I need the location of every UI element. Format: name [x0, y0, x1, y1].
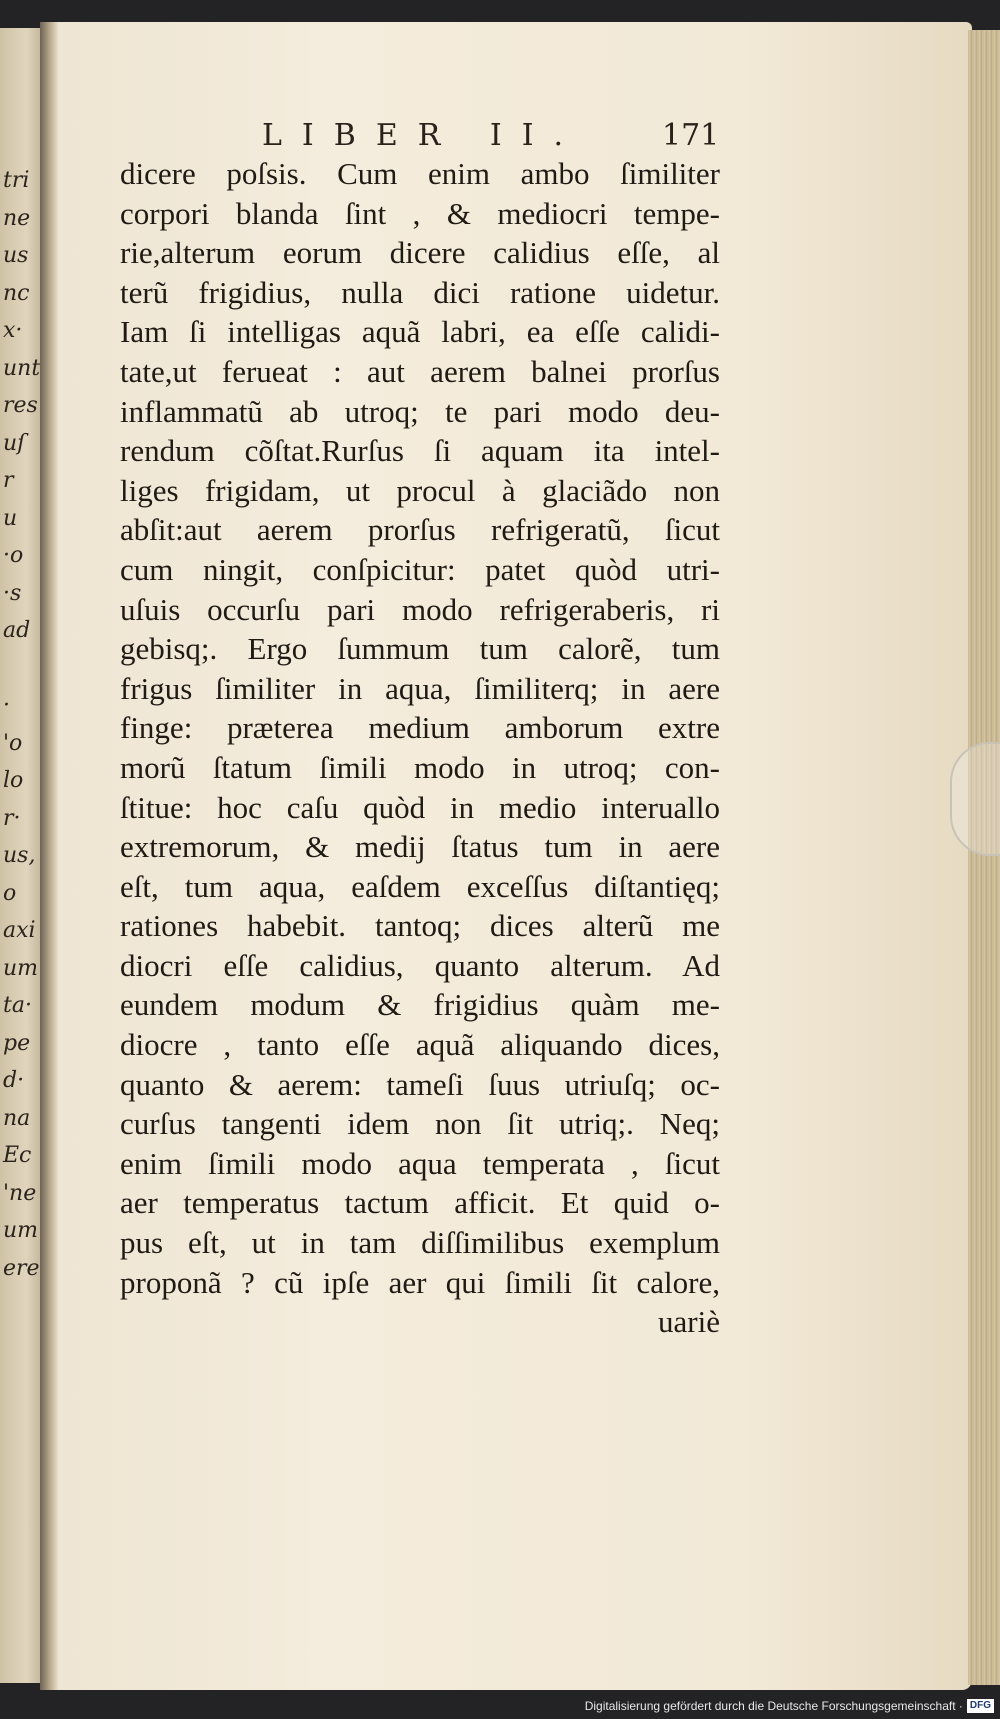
text-line: diocri eſſe calidius, quanto alterum. Ad	[120, 947, 720, 983]
text-line: eſt, tum aqua, eaſdem exceſſus diſtantięq;	[120, 868, 720, 904]
text-line: corpori blanda ſint , & mediocri tempe-	[120, 195, 720, 231]
previous-page-fragment: lo	[3, 768, 24, 793]
previous-page-fragment: um	[3, 1218, 39, 1243]
text-line: quanto & aerem: tameſi ſuus utriuſq; oc-	[120, 1066, 720, 1102]
text-line: diocre , tanto eſſe aquã aliquando dices,	[120, 1027, 720, 1063]
previous-page-fragment: 'o	[3, 730, 23, 756]
text-line: liges frigidam, ut procul à glaciãdo non	[120, 472, 720, 508]
previous-page-fragment: r·	[3, 805, 21, 831]
text-line: proponã ? cũ ipſe aer qui ſimili ſit calore,	[120, 1264, 720, 1300]
dfg-logo: DFG	[967, 1699, 994, 1713]
text-line: inflammatũ ab utroq; te pari modo deu-	[120, 393, 720, 429]
running-head: LIBER II.	[262, 118, 584, 153]
text-line: tate,ut ferueat : aut aerem balnei prorſus	[120, 353, 720, 389]
previous-page-fragment: o	[3, 880, 17, 906]
text-line: eundem modum & frigidius quàm me-	[120, 987, 720, 1023]
previous-page-fragment: unt	[3, 355, 41, 381]
previous-page-fragment: um	[3, 955, 39, 981]
text-line: uſuis occurſu pari modo refrigeraberis, ri	[120, 591, 720, 627]
previous-page-fragment: na	[3, 1105, 31, 1131]
funding-credit: Digitalisierung gefördert durch die Deutsche Forschungsgemeinschaft ·	[584, 1699, 963, 1713]
text-line: rationes habebit. tantoq; dices alterũ me	[120, 908, 720, 944]
text-line: terũ frigidius, nulla dici ratione uidetur.	[120, 274, 720, 310]
previous-page-fragment: r	[3, 468, 14, 493]
previous-page-fragment: pe	[3, 1030, 31, 1056]
previous-page-fragment: ta·	[3, 993, 32, 1018]
digitization-footer	[585, 1697, 994, 1715]
previous-page-fragment: ere	[3, 1255, 40, 1281]
previous-page-fragment: Ec	[3, 1143, 32, 1168]
previous-page-fragment: 'ne	[3, 1180, 37, 1206]
previous-page-fragment: tri	[3, 168, 30, 193]
catchword: uariè	[658, 1304, 720, 1340]
text-line: dicere poſsis. Cum enim ambo ſimiliter	[120, 156, 720, 191]
previous-page-fragment: axi	[3, 918, 36, 943]
text-line: morũ ſtatum ſimili modo in utroq; con-	[120, 749, 720, 785]
previous-page-fragment: nc	[3, 280, 30, 306]
body-text	[120, 154, 720, 1342]
text-line: curſus tangenti idem non ſit utriq;. Neq;	[120, 1106, 720, 1142]
previous-page-fragment: ·o	[3, 543, 24, 568]
text-line: abſit:aut aerem prorſus refrigeratũ, ſicut	[120, 512, 720, 548]
text-line: pus eſt, ut in tam diſſimilibus exemplum	[120, 1225, 720, 1261]
text-line: enim ſimili modo aqua temperata , ſicut	[120, 1145, 720, 1181]
text-line: rie,alterum eorum dicere calidius eſſe, al	[120, 235, 720, 271]
previous-page-fragment: us,	[3, 843, 36, 868]
page-number: 171	[662, 118, 720, 153]
text-line: rendum cõſtat.Rurſus ſi aquam ita intel-	[120, 433, 720, 469]
previous-page-fragment: ·s	[3, 580, 22, 606]
text-line: Iam ſi intelligas aquã labri, ea eſſe calidi-	[120, 314, 720, 350]
book-fore-edge	[968, 30, 1000, 1685]
previous-page-fragment: ·	[3, 693, 10, 718]
page-gutter	[40, 22, 58, 1690]
previous-page-fragment: res	[3, 393, 38, 418]
text-line: cum ningit, conſpicitur: patet quòd utri-	[120, 551, 720, 587]
previous-page-fragment: u	[3, 505, 18, 531]
text-line: finge: præterea medium amborum extre	[120, 710, 720, 746]
previous-page-fragment: us	[3, 243, 29, 268]
previous-page-fragment: ad	[3, 618, 31, 643]
previous-page-fragment: x·	[3, 318, 23, 343]
previous-page-fragment: d·	[3, 1068, 25, 1093]
text-line: gebisq;. Ergo ſummum tum calorẽ, tum	[120, 631, 720, 667]
text-line: ſtitue: hoc caſu quòd in medio interuallo	[120, 789, 720, 825]
previous-page-edge	[0, 28, 44, 1683]
text-line: extremorum, & medij ſtatus tum in aere	[120, 829, 720, 865]
page-tab-marker	[950, 742, 1000, 856]
previous-page-fragment: uſ	[3, 430, 26, 456]
text-line: frigus ſimiliter in aqua, ſimiliterq; in aere	[120, 670, 720, 706]
previous-page-fragment: ne	[3, 205, 31, 231]
text-line: aer temperatus tactum afficit. Et quid o-	[120, 1185, 720, 1221]
